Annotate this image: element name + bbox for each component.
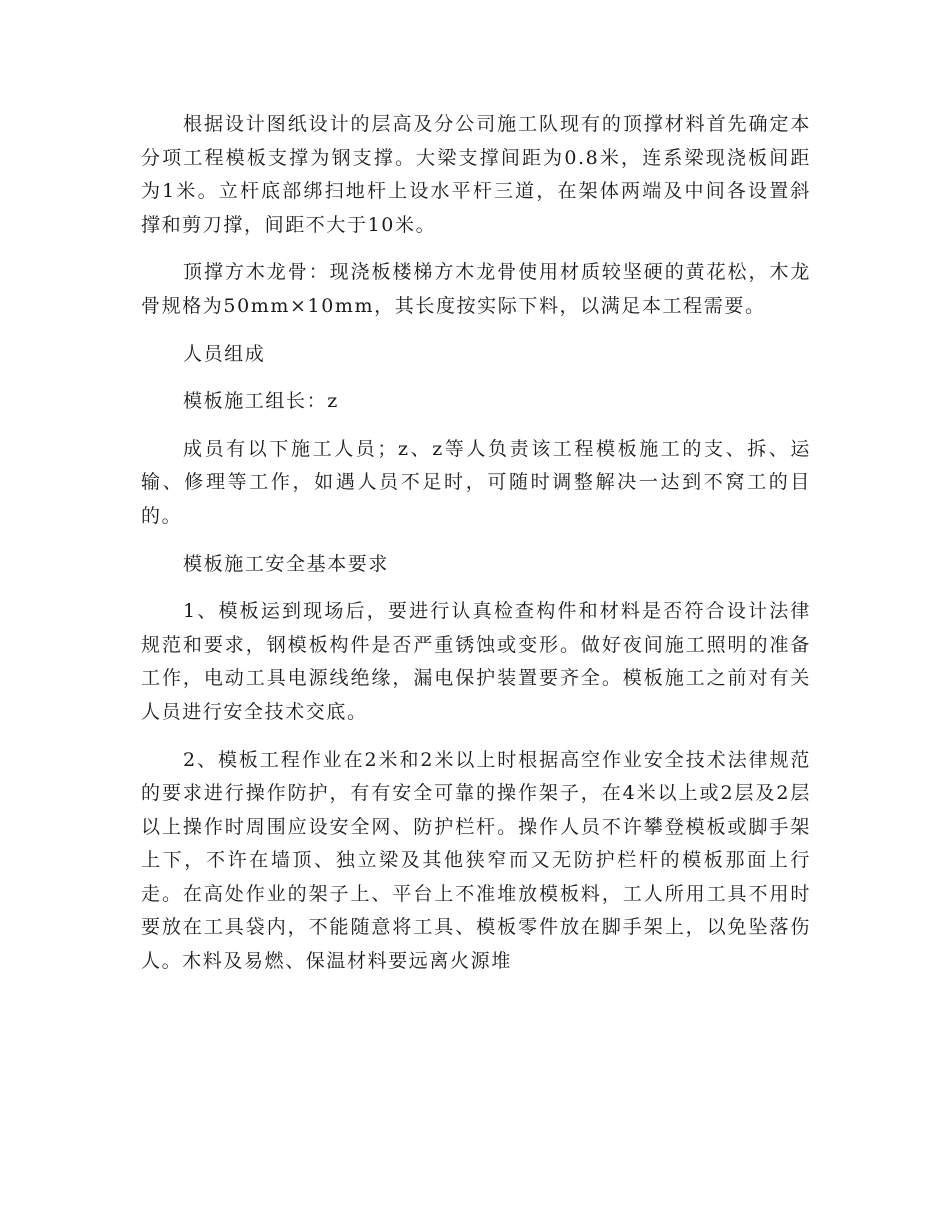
paragraph-team-members: 成员有以下施工人员；z、z等人负责该工程模板施工的支、拆、运输、修理等工作，如遇人员不足时，可随时调整解决一达到不窝工的目的。 xyxy=(141,437,811,527)
paragraph-timber-keel: 顶撑方木龙骨：现浇板楼梯方木龙骨使用材质较坚硬的黄花松，木龙骨规格为50mm×10mm，其长度按实际下料，以满足本工程需要。 xyxy=(141,261,811,317)
paragraph-safety-item-1: 1、模板运到现场后，要进行认真检查构件和材料是否符合设计法律规范和要求，钢模板构件是否严重锈蚀或变形。做好夜间施工照明的准备工作，电动工具电源线绝缘，漏电保护装置要齐全。模板施工之前对有关人员进行安全技术交底。 xyxy=(141,600,811,723)
paragraph-support-design: 根据设计图纸设计的层高及分公司施工队现有的顶撑材料首先确定本分项工程模板支撑为钢支撑。大梁支撑间距为0.8米，连系梁现浇板间距为1米。立杆底部绑扫地杆上设水平杆三道，在架体两端及中间各设置斜撑和剪刀撑，间距不大于10米。 xyxy=(141,113,811,236)
paragraph-team-leader: 模板施工组长：z xyxy=(183,390,339,413)
section-heading-personnel: 人员组成 xyxy=(183,342,266,365)
document-page xyxy=(141,108,811,993)
section-heading-safety: 模板施工安全基本要求 xyxy=(183,552,390,575)
paragraph-safety-item-2: 2、模板工程作业在2米和2米以上时根据高空作业安全技术法律规范的要求进行操作防护，有有安全可靠的操作架子，在4米以上或2层及2层以上操作时周围应设安全网、防护栏杆。操作人员不许攀登模板或脚手架上下，不许在墙顶、独立梁及其他狭窄而又无防护栏杆的模板那面上行走。在高处作业的架子上、平台上不准堆放模板料，工人所用工具不用时要放在工具袋内，不能随意将工具、模板零件放在脚手架上，以免坠落伤人。木料及易燃、保温材料要远离火源堆 xyxy=(141,748,811,973)
